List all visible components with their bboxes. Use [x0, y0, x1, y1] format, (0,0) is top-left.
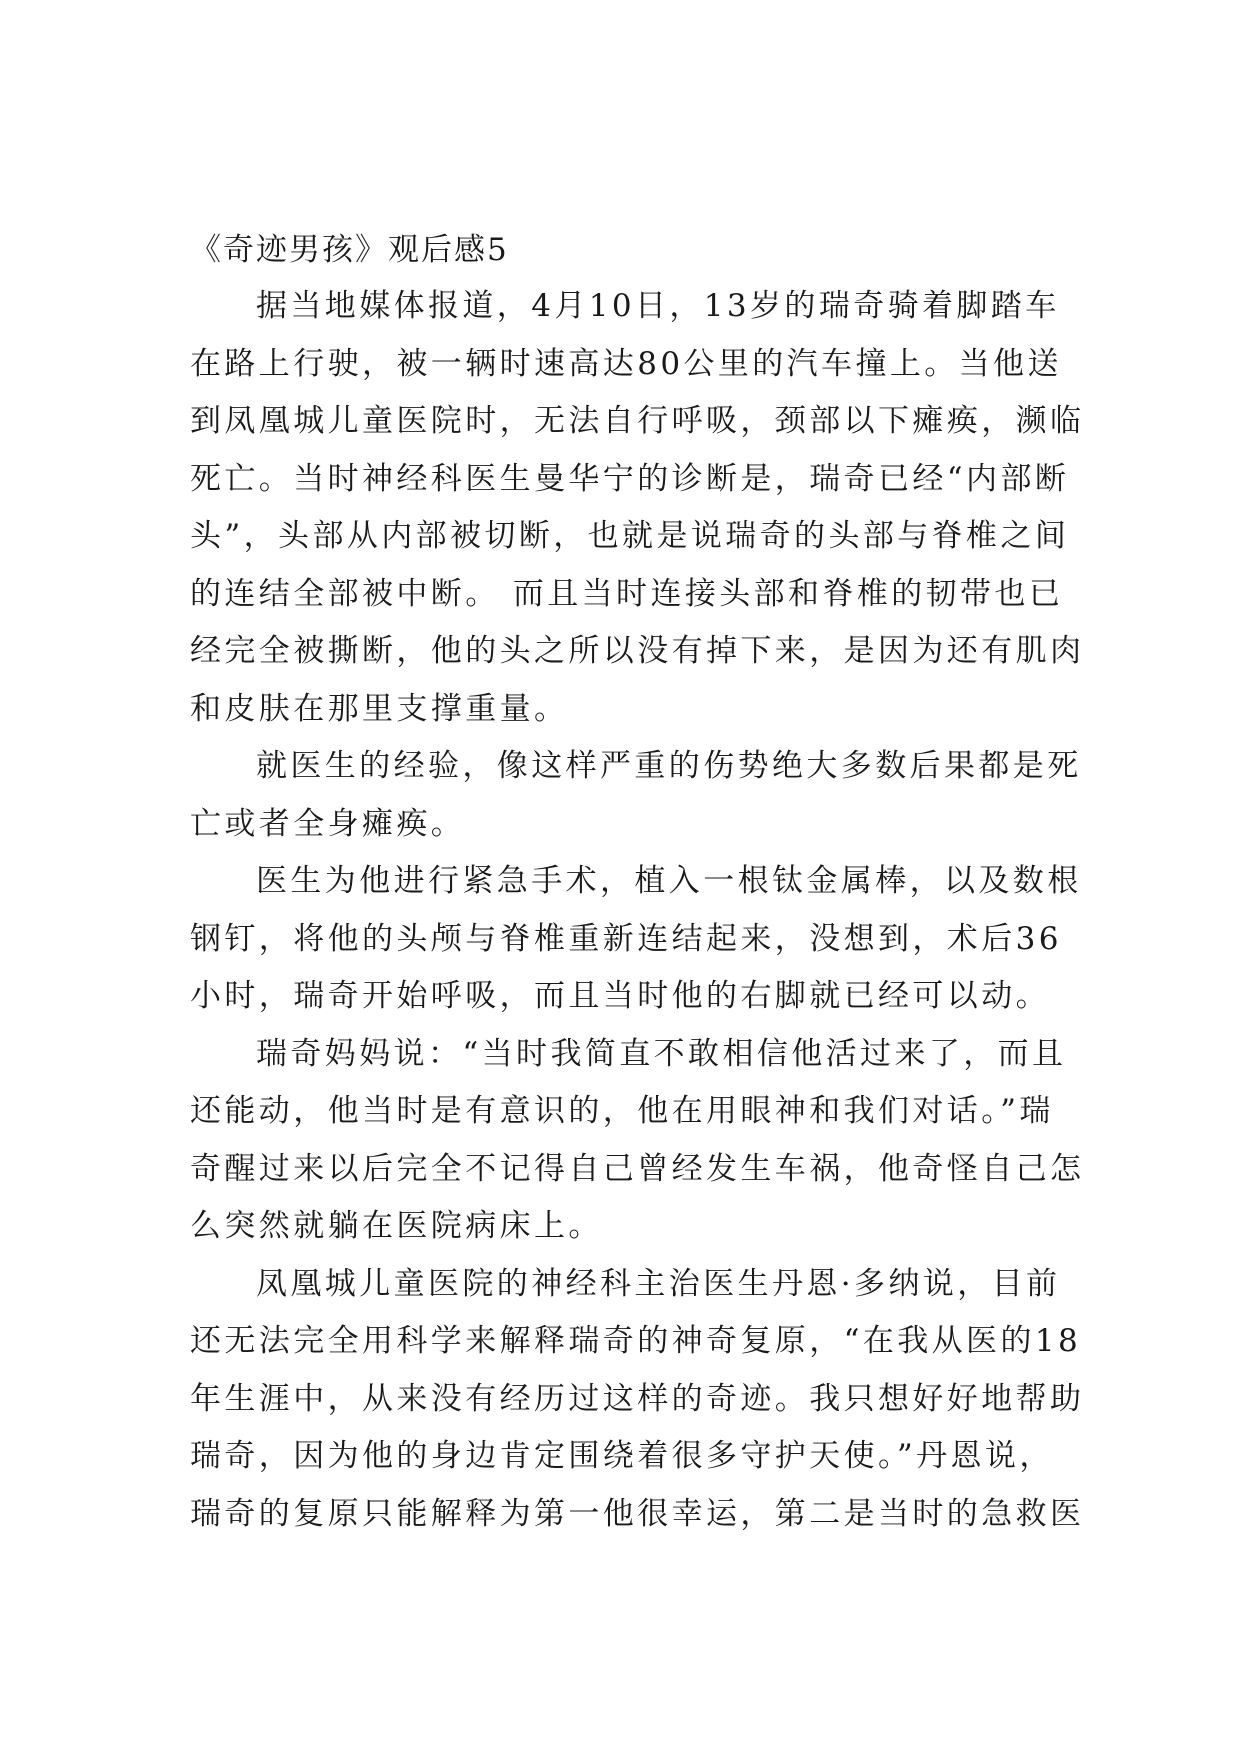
paragraph-line: 的连结全部被中断。 而且当时连接头部和脊椎的韧带也已 — [190, 575, 1064, 612]
paragraph-line: 亡或者全身瘫痪。 — [190, 805, 466, 842]
paragraph-line: 钢钉，将他的头颅与脊椎重新连结起来，没想到，术后36 — [190, 920, 1062, 957]
paragraph — [190, 1026, 1085, 1256]
paragraph-line: 经完全被撕断，他的头之所以没有掉下来，是因为还有肌肉 — [190, 633, 1085, 669]
paragraph-line: 据当地媒体报道，4月10日，13岁的瑞奇骑着脚踏车 — [256, 288, 1060, 324]
paragraph — [190, 1256, 1085, 1544]
paragraph-line: 年生涯中，从来没有经历过这样的奇迹。我只想好好地帮助 — [190, 1380, 1085, 1417]
paragraph-line: 就医生的经验，像这样严重的伤势绝大多数后果都是死 — [256, 748, 1082, 784]
paragraph-line: 医生为他进行紧急手术，植入一根钛金属棒，以及数根 — [256, 863, 1082, 899]
document-title: 《奇迹男孩》观后感5 — [190, 232, 509, 268]
paragraph-line: 头”，头部从内部被切断，也就是说瑞奇的头部与脊椎之间 — [190, 518, 1070, 554]
paragraph-line: 凤凰城儿童医院的神经科主治医生丹恩·多纳说，目前 — [256, 1265, 1061, 1302]
paragraph-line: 么突然就躺在医院病床上。 — [190, 1208, 603, 1244]
paragraph — [190, 738, 1082, 853]
paragraph-line: 还无法完全用科学来解释瑞奇的神奇复原，“在我从医的18 — [190, 1323, 1082, 1359]
paragraph-line: 和皮肤在那里支撑重量。 — [190, 690, 569, 727]
paragraph — [190, 853, 1082, 1026]
paragraph-line: 在路上行驶，被一辆时速高达80公里的汽车撞上。当他送 — [190, 345, 1062, 382]
paragraph-line: 瑞奇，因为他的身边肯定围绕着很多守护天使。”丹恩说， — [190, 1438, 1054, 1474]
paragraph-line: 死亡。当时神经科医生曼华宁的诊断是，瑞奇已经“内部断 — [190, 460, 1070, 497]
paragraph-line: 瑞奇妈妈说：“当时我简直不敢相信他活过来了，而且 — [256, 1035, 1067, 1072]
paragraph-line: 还能动，他当时是有意识的，他在用眼神和我们对话。”瑞 — [190, 1093, 1054, 1129]
paragraph-line: 到凤凰城儿童医院时，无法自行呼吸，颈部以下瘫痪，濒临 — [190, 403, 1085, 439]
paragraph-line: 小时，瑞奇开始呼吸，而且当时他的右脚就已经可以动。 — [190, 978, 1050, 1014]
paragraph-line: 瑞奇的复原只能解释为第一他很幸运，第二是当时的急救医 — [190, 1495, 1085, 1532]
document-body — [190, 278, 1085, 1543]
paragraph — [190, 278, 1085, 738]
paragraph-line: 奇醒过来以后完全不记得自己曾经发生车祸，他奇怪自己怎 — [190, 1150, 1085, 1187]
